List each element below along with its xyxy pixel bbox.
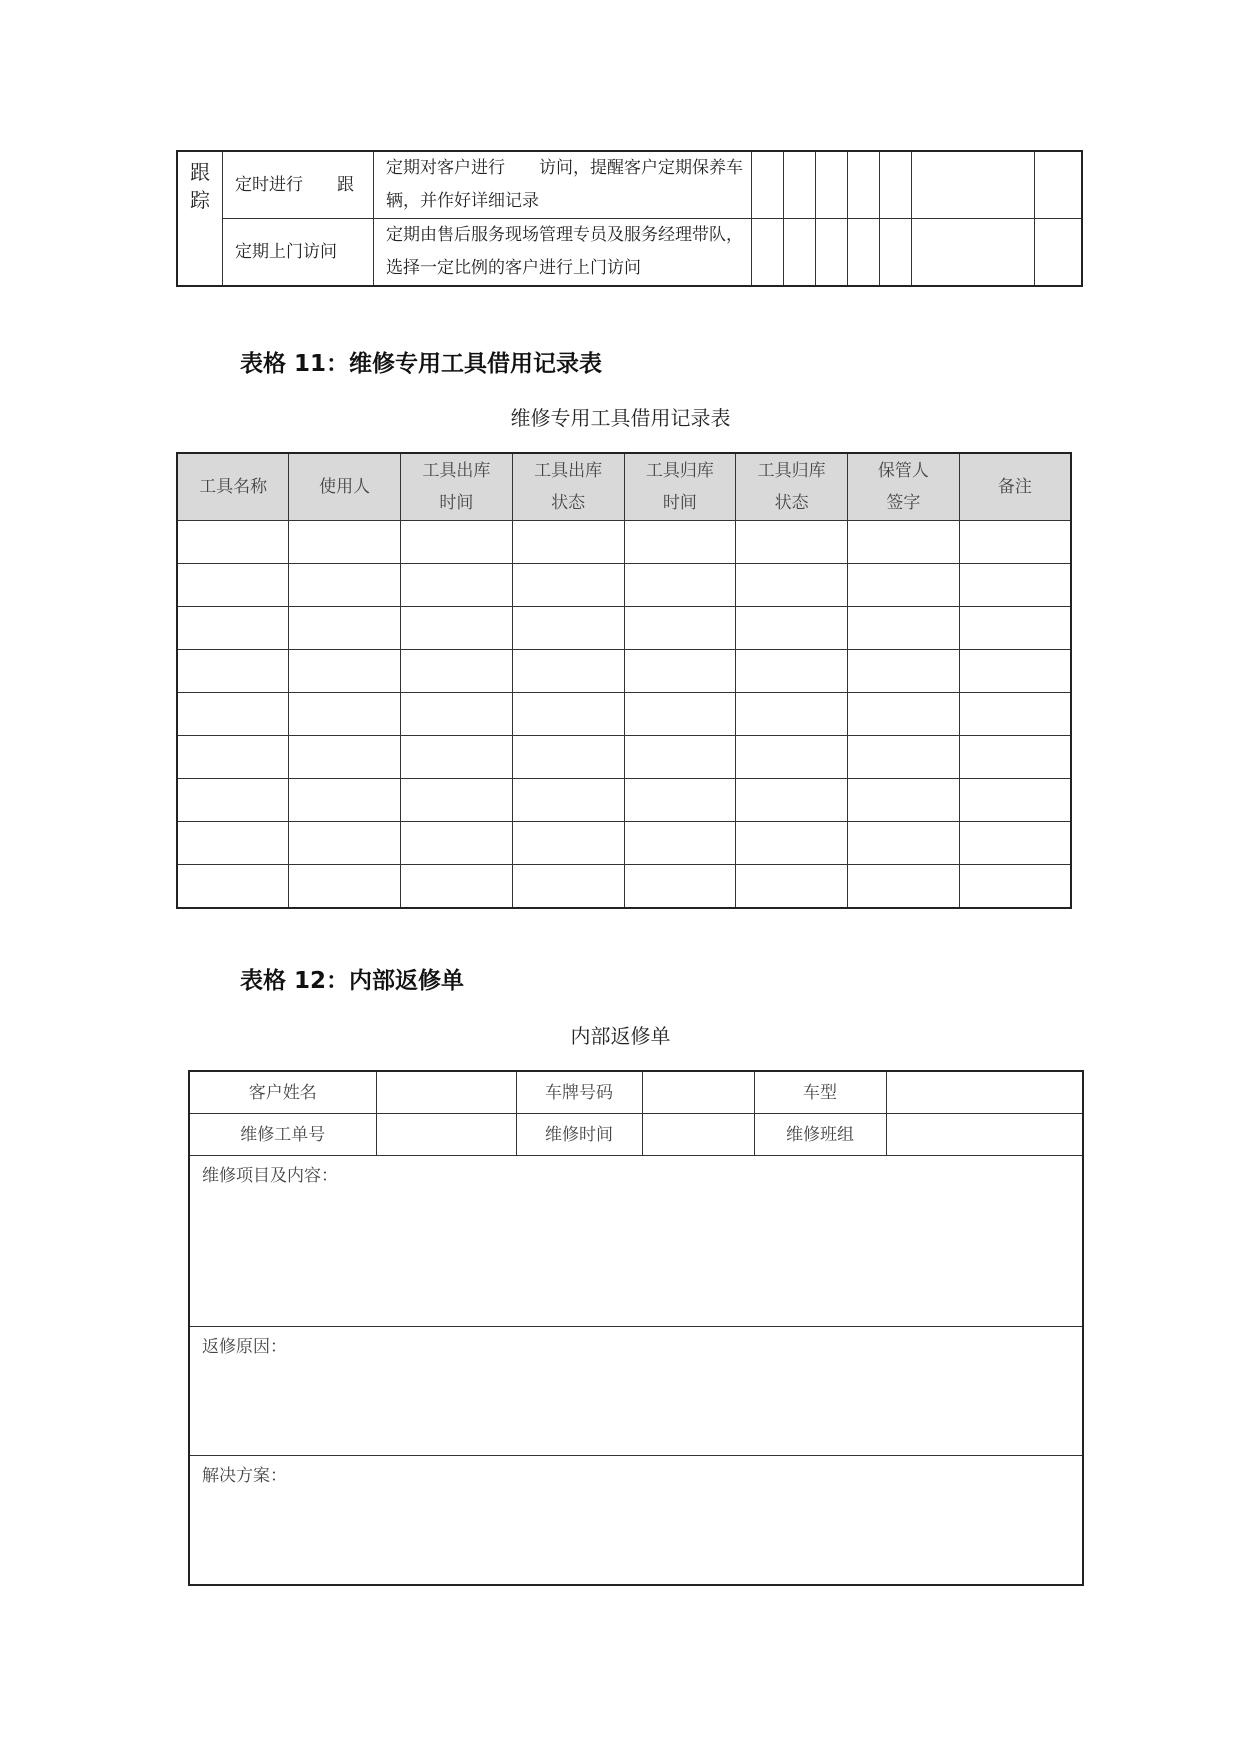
header-text: 使用人 — [319, 477, 371, 497]
tool-table-cell[interactable] — [289, 650, 401, 693]
header-text: 工具名称 — [199, 477, 268, 497]
tool-table-cell[interactable] — [177, 779, 289, 822]
followup-item: 定时进行 跟 — [223, 151, 374, 219]
customer-name-label: 客户姓名 — [189, 1071, 376, 1114]
tool-table-header-cell — [512, 453, 624, 521]
tool-table-cell[interactable] — [624, 779, 736, 822]
followup-cell — [752, 151, 784, 219]
customer-name-field[interactable] — [376, 1071, 516, 1114]
tool-table-cell[interactable] — [848, 650, 960, 693]
tool-table-cell[interactable] — [512, 564, 624, 607]
section11-caption: 维修专用工具借用记录表 — [510, 406, 731, 430]
followup-item: 定期上门访问 — [223, 219, 374, 287]
tool-table-cell[interactable] — [289, 736, 401, 779]
tool-table-cell[interactable] — [177, 607, 289, 650]
tool-table-header-cell — [624, 453, 736, 521]
tool-table-cell[interactable] — [177, 564, 289, 607]
plate-number-label: 车牌号码 — [516, 1071, 642, 1114]
followup-cell — [912, 219, 1035, 287]
tool-table-header-cell — [848, 453, 960, 521]
repair-team-label: 维修班组 — [754, 1114, 886, 1156]
header-text: 签字 — [886, 493, 921, 513]
tool-table-cell[interactable] — [959, 865, 1071, 909]
tool-table-cell[interactable] — [624, 865, 736, 909]
tool-table-cell[interactable] — [736, 736, 848, 779]
rework-reason-field[interactable] — [189, 1327, 1083, 1456]
tool-table-cell[interactable] — [736, 865, 848, 909]
tool-table-cell[interactable] — [401, 822, 513, 865]
tool-table-cell[interactable] — [177, 693, 289, 736]
tool-table-cell[interactable] — [401, 650, 513, 693]
tool-table-cell[interactable] — [624, 650, 736, 693]
followup-row — [177, 151, 1082, 219]
table-row — [177, 521, 1071, 564]
followup-cell — [752, 219, 784, 287]
table-row — [177, 650, 1071, 693]
repair-time-field[interactable] — [642, 1114, 754, 1156]
tool-table-header-cell — [736, 453, 848, 521]
header-text: 备注 — [997, 477, 1032, 497]
rework-reason-label: 返修原因： — [202, 1337, 287, 1357]
followup-cell — [848, 219, 880, 287]
followup-cell — [1035, 151, 1083, 219]
tool-table-cell[interactable] — [736, 521, 848, 564]
tool-table-cell[interactable] — [624, 564, 736, 607]
tool-table-cell[interactable] — [736, 607, 848, 650]
tool-table-cell[interactable] — [624, 736, 736, 779]
header-text: 保管人 — [877, 461, 929, 481]
followup-row — [177, 219, 1082, 287]
section11-heading: 表格 11：维修专用工具借用记录表 — [240, 351, 603, 377]
rework-meta-row — [189, 1114, 1083, 1156]
tool-table-cell[interactable] — [401, 865, 513, 909]
tool-table-cell[interactable] — [512, 779, 624, 822]
header-text: 时间 — [662, 493, 697, 513]
tool-table-cell[interactable] — [177, 822, 289, 865]
tool-table-header-cell — [959, 453, 1071, 521]
tool-table-cell[interactable] — [624, 822, 736, 865]
rework-reason-row — [189, 1327, 1083, 1456]
tool-table-cell[interactable] — [512, 736, 624, 779]
section12-heading: 表格 12：内部返修单 — [240, 968, 465, 994]
tool-table-cell[interactable] — [959, 736, 1071, 779]
tool-table-cell[interactable] — [401, 521, 513, 564]
table-row — [177, 865, 1071, 909]
tool-table-cell[interactable] — [289, 779, 401, 822]
followup-cell — [816, 219, 848, 287]
tool-table-cell[interactable] — [959, 521, 1071, 564]
tool-table-cell[interactable] — [736, 822, 848, 865]
header-text: 工具出库 — [534, 461, 603, 481]
tool-table-cell[interactable] — [401, 693, 513, 736]
tool-table-cell[interactable] — [959, 693, 1071, 736]
tool-table-cell[interactable] — [848, 521, 960, 564]
tool-table-cell[interactable] — [177, 865, 289, 909]
followup-table — [176, 150, 1083, 287]
header-text: 工具出库 — [422, 461, 491, 481]
tool-table-header-cell — [401, 453, 513, 521]
tool-table-body — [177, 521, 1071, 909]
rework-meta-row — [189, 1071, 1083, 1114]
section12-caption: 内部返修单 — [570, 1024, 671, 1048]
tool-table-cell[interactable] — [289, 822, 401, 865]
tool-table-header-row — [177, 453, 1071, 521]
table-row — [177, 822, 1071, 865]
followup-category-text: 跟踪 — [190, 160, 210, 212]
tool-table-cell[interactable] — [512, 822, 624, 865]
header-text: 状态 — [774, 493, 809, 513]
tool-table-cell[interactable] — [848, 822, 960, 865]
followup-cell — [880, 219, 912, 287]
tool-table-cell[interactable] — [401, 607, 513, 650]
followup-cell — [912, 151, 1035, 219]
tool-table-cell[interactable] — [736, 779, 848, 822]
tool-table-header-cell — [289, 453, 401, 521]
tool-table-cell[interactable] — [401, 564, 513, 607]
tool-table-cell[interactable] — [959, 822, 1071, 865]
tool-table-cell[interactable] — [512, 865, 624, 909]
followup-cell — [848, 151, 880, 219]
tool-table-cell[interactable] — [959, 779, 1071, 822]
solution-field[interactable] — [189, 1456, 1083, 1586]
header-text: 时间 — [439, 493, 474, 513]
tool-table-cell[interactable] — [289, 865, 401, 909]
tool-table-cell[interactable] — [736, 693, 848, 736]
tool-table-cell[interactable] — [512, 607, 624, 650]
followup-cell — [816, 151, 848, 219]
tool-table-cell[interactable] — [624, 521, 736, 564]
tool-table-cell[interactable] — [624, 607, 736, 650]
tool-table-cell[interactable] — [848, 865, 960, 909]
repair-items-row — [189, 1156, 1083, 1327]
tool-table-cell[interactable] — [289, 607, 401, 650]
tool-table-cell[interactable] — [512, 521, 624, 564]
tool-table-cell[interactable] — [848, 607, 960, 650]
tool-table-cell[interactable] — [289, 521, 401, 564]
work-order-label: 维修工单号 — [189, 1114, 376, 1156]
followup-cell — [784, 151, 816, 219]
header-text: 状态 — [551, 493, 586, 513]
followup-cell — [784, 219, 816, 287]
tool-table-cell[interactable] — [401, 779, 513, 822]
followup-cell — [880, 151, 912, 219]
repair-team-field[interactable] — [886, 1114, 1083, 1156]
tool-table-cell[interactable] — [959, 564, 1071, 607]
tool-table-cell[interactable] — [177, 650, 289, 693]
work-order-field[interactable] — [376, 1114, 516, 1156]
table-row — [177, 779, 1071, 822]
solution-label: 解决方案： — [202, 1466, 287, 1486]
repair-items-field[interactable] — [189, 1156, 1083, 1327]
tool-table-cell[interactable] — [736, 650, 848, 693]
tool-table-cell[interactable] — [848, 564, 960, 607]
tool-borrowing-table — [176, 452, 1072, 909]
internal-rework-form — [188, 1070, 1084, 1586]
tool-table-cell[interactable] — [401, 736, 513, 779]
solution-row — [189, 1456, 1083, 1586]
tool-table-cell[interactable] — [848, 693, 960, 736]
model-field[interactable] — [886, 1071, 1083, 1114]
tool-table-cell[interactable] — [624, 693, 736, 736]
tool-table-cell[interactable] — [736, 564, 848, 607]
table-row — [177, 736, 1071, 779]
tool-table-cell[interactable] — [848, 779, 960, 822]
repair-time-label: 维修时间 — [516, 1114, 642, 1156]
followup-description: 定期由售后服务现场管理专员及服务经理带队，选择一定比例的客户进行上门访问 — [374, 219, 752, 287]
tool-table-cell[interactable] — [959, 607, 1071, 650]
tool-table-header-cell — [177, 453, 289, 521]
tool-table-cell[interactable] — [289, 693, 401, 736]
plate-number-field[interactable] — [642, 1071, 754, 1114]
tool-table-cell[interactable] — [289, 564, 401, 607]
followup-cell — [1035, 219, 1083, 287]
tool-table-cell[interactable] — [512, 650, 624, 693]
followup-category — [177, 151, 223, 286]
repair-items-label: 维修项目及内容： — [202, 1166, 338, 1186]
tool-table-cell[interactable] — [512, 693, 624, 736]
tool-table-cell[interactable] — [848, 736, 960, 779]
tool-table-cell[interactable] — [177, 736, 289, 779]
model-label: 车型 — [754, 1071, 886, 1114]
tool-table-cell[interactable] — [177, 521, 289, 564]
header-text: 工具归库 — [645, 461, 714, 481]
table-row — [177, 607, 1071, 650]
table-row — [177, 564, 1071, 607]
header-text: 工具归库 — [757, 461, 826, 481]
table-row — [177, 693, 1071, 736]
tool-table-cell[interactable] — [959, 650, 1071, 693]
followup-description: 定期对客户进行 访问，提醒客户定期保养车辆，并作好详细记录 — [374, 151, 752, 219]
